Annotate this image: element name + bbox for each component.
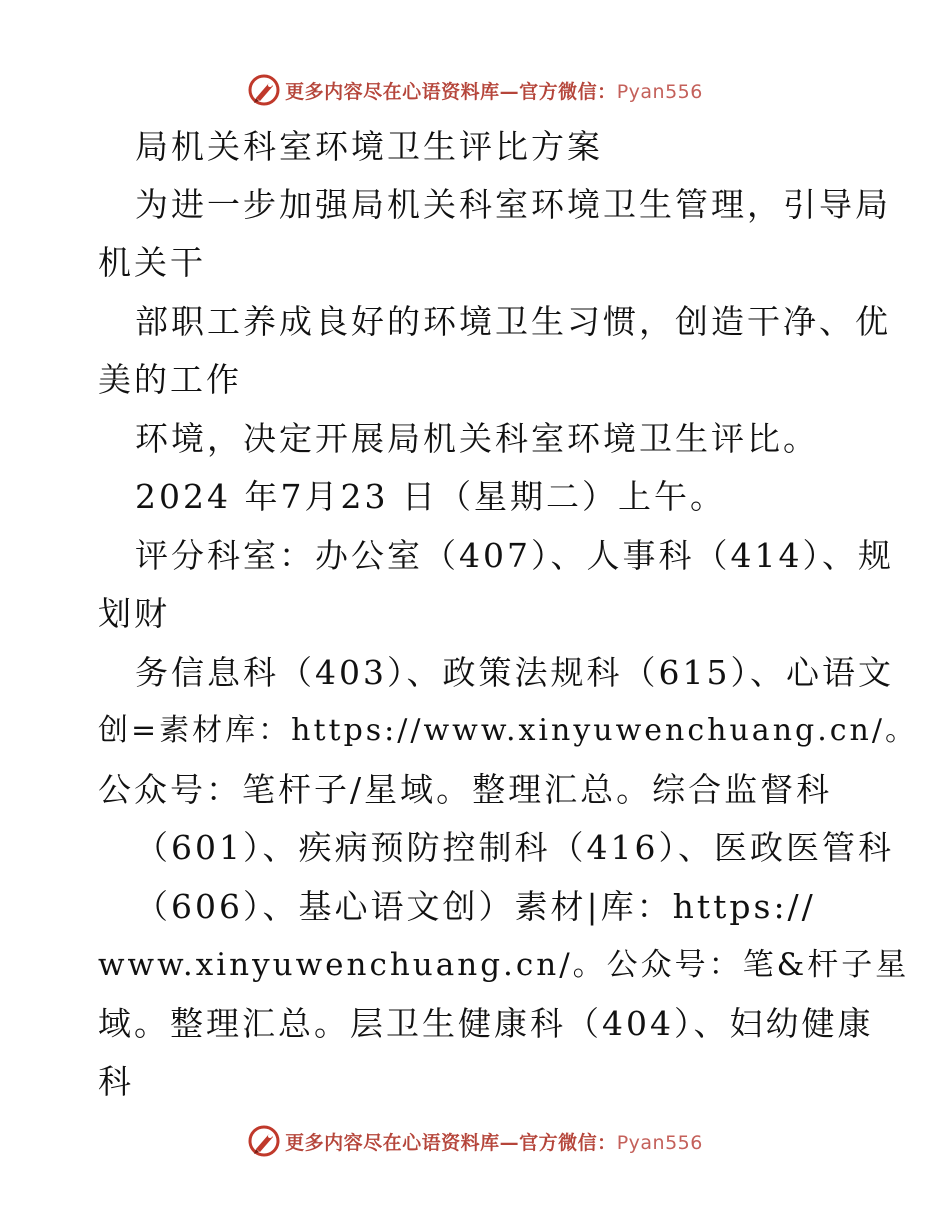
watermark-wechat-id: Pyan556: [616, 80, 703, 103]
paragraph-line: 环境，决定开展局机关科室环境卫生评比。: [135, 419, 819, 458]
paragraph-line: 务信息科（403）、政策法规科（615）、心语文: [135, 653, 894, 692]
pen-logo-icon: [247, 73, 281, 107]
watermark-separator: —: [499, 80, 520, 103]
document-title: 局机关科室环境卫生评比方案: [135, 127, 603, 166]
paragraph-line: 评分科室：办公室（407）、人事科（414）、规: [135, 536, 894, 575]
paragraph-line: 公众号：笔杆子/星域。整理汇总。综合监督科: [98, 770, 833, 809]
paragraph-line: 划财: [98, 594, 170, 633]
paragraph-line: 创=素材库：https://www.xinyuwenchuang.cn/。: [98, 713, 918, 748]
paragraph-line: 科: [98, 1062, 134, 1101]
paragraph-line: www.xinyuwenchuang.cn/。公众号：笔&杆子星: [98, 947, 910, 983]
footer-watermark: [0, 1121, 950, 1161]
paragraph-line: （606）、基心语文创）素材|库：https://: [135, 887, 816, 926]
paragraph-line: 美的工作: [98, 360, 242, 399]
watermark-main: 更多内容尽在心语资料库: [285, 1131, 500, 1154]
watermark-text: [285, 77, 703, 104]
watermark-main: 更多内容尽在心语资料库: [285, 80, 500, 103]
paragraph-line: 部职工养成良好的环境卫生习惯，创造干净、优: [135, 302, 891, 341]
watermark-label: 官方微信：: [519, 80, 617, 103]
paragraph-line: 域。整理汇总。层卫生健康科（404）、妇幼健康: [98, 1004, 874, 1043]
watermark-label: 官方微信：: [519, 1131, 617, 1154]
paragraph-line: 为进一步加强局机关科室环境卫生管理，引导局: [135, 185, 891, 224]
date-line: 2024 年7月23 日（星期二）上午。: [135, 477, 726, 516]
paragraph-line: 机关干: [98, 243, 206, 282]
watermark-text: [285, 1128, 703, 1155]
watermark-wechat-id: Pyan556: [616, 1131, 703, 1154]
header-watermark: [0, 70, 950, 110]
watermark-separator: —: [499, 1131, 520, 1154]
pen-logo-icon: [247, 1124, 281, 1158]
paragraph-line: （601）、疾病预防控制科（416）、医政医管科: [135, 828, 894, 867]
